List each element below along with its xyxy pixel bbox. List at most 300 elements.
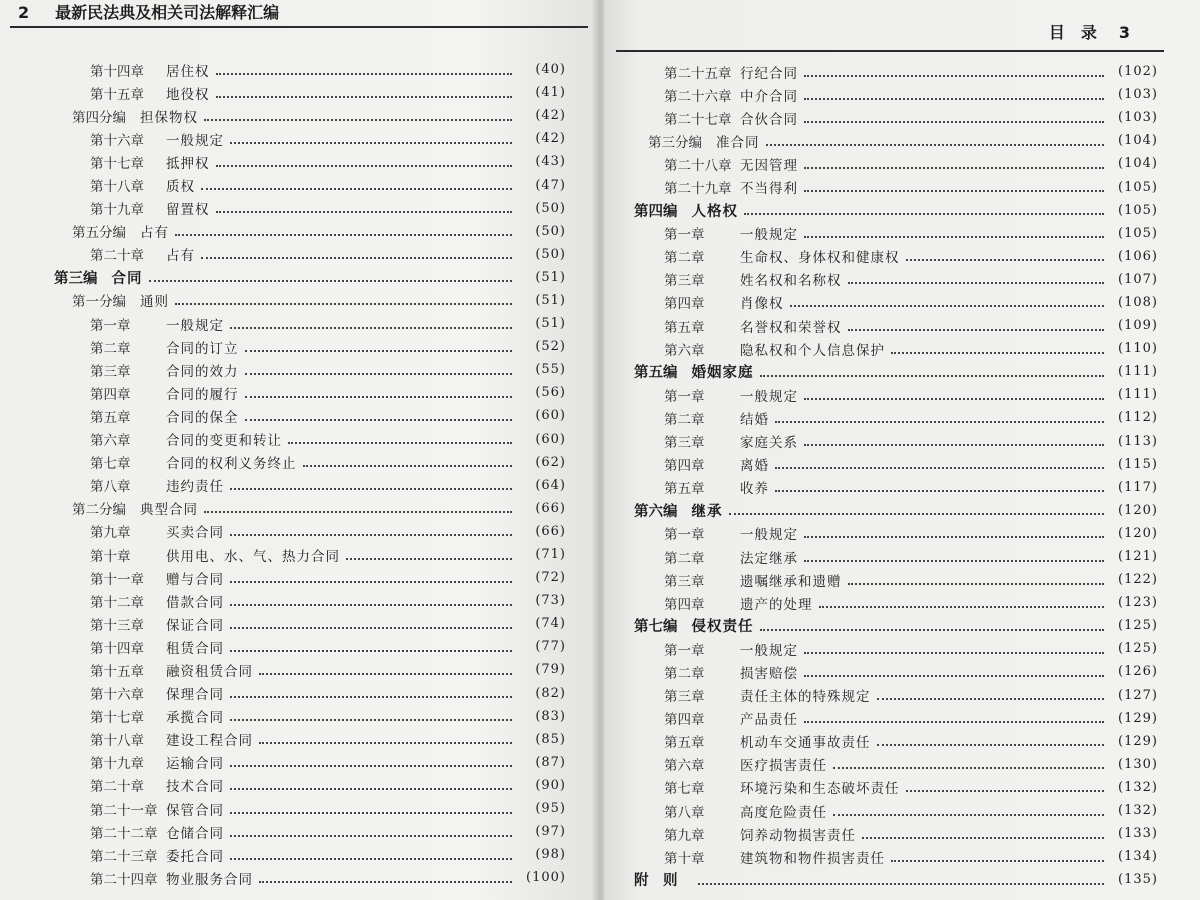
toc-entry-zhang — [0, 335, 590, 358]
toc-entry-zhang — [604, 268, 1164, 291]
toc-entry-title: 委托合同 — [166, 848, 224, 865]
toc-entry-page: (104) — [1118, 133, 1158, 149]
toc-entry-title: 担保物权 — [140, 109, 198, 126]
dot-leader — [230, 627, 512, 629]
toc-entry-zhang — [0, 566, 590, 589]
toc-entry-title: 高度危险责任 — [740, 804, 827, 821]
dot-leader — [804, 560, 1104, 562]
dot-leader — [259, 881, 512, 883]
toc-entry-label: 第十六章 — [90, 132, 144, 149]
toc-entry-fen — [0, 289, 590, 312]
toc-entry-zhang — [604, 637, 1164, 660]
dot-leader — [790, 305, 1105, 307]
toc-entry-title: 家庭关系 — [740, 435, 798, 452]
toc-entry-title: 结婚 — [740, 411, 769, 428]
toc-entry-zhang — [604, 845, 1164, 868]
toc-entry-title: 医疗损害责任 — [740, 758, 827, 775]
toc-entry-title: 侵权责任 — [691, 618, 754, 636]
toc-entry-zhang — [0, 612, 590, 635]
toc-entry-label: 第三章 — [664, 689, 705, 706]
toc-entry-label: 第十九章 — [90, 756, 144, 773]
dot-leader — [230, 488, 512, 490]
dot-leader — [175, 234, 512, 236]
dot-leader — [804, 98, 1104, 100]
toc-entry-page: (72) — [535, 570, 566, 586]
toc-entry-label: 第一章 — [664, 527, 705, 544]
toc-entry-bian — [0, 266, 590, 289]
toc-entry-title: 一般规定 — [166, 132, 224, 149]
toc-entry-title: 饲养动物损害责任 — [740, 827, 856, 844]
toc-entry-page: (130) — [1118, 756, 1158, 772]
toc-entry-zhang — [0, 312, 590, 335]
toc-entry-title: 一般规定 — [740, 388, 798, 405]
dot-leader — [245, 419, 513, 421]
toc-entry-label: 第十九章 — [90, 202, 144, 219]
toc-entry-page: (100) — [526, 870, 566, 886]
dot-leader — [848, 329, 1105, 331]
toc-entry-page: (50) — [535, 246, 566, 262]
dot-leader — [175, 303, 512, 305]
toc-entry-label: 第三章 — [664, 273, 705, 290]
toc-entry-label: 第七章 — [664, 781, 705, 798]
toc-entry-zhang — [604, 591, 1164, 614]
toc-entry-zhang — [604, 753, 1164, 776]
dot-leader — [729, 513, 1105, 515]
toc-entry-title: 技术合同 — [166, 779, 224, 796]
dot-leader — [804, 721, 1104, 723]
toc-entry-page: (98) — [535, 847, 566, 863]
toc-entry-page: (43) — [535, 154, 566, 170]
toc-entry-zhang — [604, 522, 1164, 545]
dot-leader — [230, 650, 512, 652]
toc-entry-zhang — [604, 799, 1164, 822]
toc-entry-page: (95) — [535, 801, 566, 817]
toc-entry-page: (110) — [1118, 341, 1158, 357]
toc-entry-label: 第九章 — [90, 525, 131, 542]
toc-entry-zhang — [604, 383, 1164, 406]
toc-entry-zhang — [0, 451, 590, 474]
toc-entry-fen — [0, 104, 590, 127]
toc-entry-page: (135) — [1118, 872, 1158, 888]
toc-entry-page: (127) — [1118, 687, 1158, 703]
dot-leader — [288, 442, 512, 444]
toc-entry-label: 第六章 — [664, 342, 705, 359]
toc-entry-page: (113) — [1118, 433, 1158, 449]
toc-entry-label: 第四分编 — [72, 109, 126, 126]
toc-entry-zhang — [604, 106, 1164, 129]
toc-entry-fen — [0, 220, 590, 243]
toc-entry-title: 合同的履行 — [166, 386, 239, 403]
toc-entry-page: (77) — [535, 639, 566, 655]
toc-entry-zhang — [604, 776, 1164, 799]
dot-leader — [216, 73, 513, 75]
dot-leader — [891, 860, 1104, 862]
toc-entry-bian — [604, 499, 1164, 522]
toc-entry-page: (55) — [535, 362, 566, 378]
toc-entry-page: (103) — [1118, 110, 1158, 126]
dot-leader — [848, 583, 1105, 585]
dot-leader — [760, 629, 1105, 631]
toc-entry-bian — [604, 360, 1164, 383]
toc-entry-fen — [604, 129, 1164, 152]
toc-entry-zhang — [0, 81, 590, 104]
toc-entry-label: 第二章 — [664, 250, 705, 267]
toc-entry-page: (66) — [535, 523, 566, 539]
toc-entry-title: 占有 — [140, 225, 169, 242]
toc-entry-page: (87) — [535, 754, 566, 770]
dot-leader — [804, 652, 1104, 654]
toc-entry-zhang — [0, 589, 590, 612]
toc-entry-zhang — [0, 543, 590, 566]
toc-entry-zhang — [0, 127, 590, 150]
toc-entry-bian — [604, 199, 1164, 222]
toc-entry-label: 第三章 — [664, 435, 705, 452]
dot-leader — [245, 396, 513, 398]
toc-entry-label: 第二十一章 — [90, 802, 158, 819]
toc-entry-title: 离婚 — [740, 458, 769, 475]
toc-entry-label: 第十四章 — [90, 63, 144, 80]
toc-entry-label: 第五章 — [664, 481, 705, 498]
dot-leader — [804, 536, 1104, 538]
toc-entry-zhang — [0, 381, 590, 404]
dot-leader — [698, 883, 1105, 885]
toc-entry-zhang — [0, 705, 590, 728]
toc-entry-title: 机动车交通事故责任 — [740, 735, 871, 752]
toc-entry-page: (132) — [1118, 779, 1158, 795]
toc-entry-label: 第二章 — [664, 665, 705, 682]
toc-entry-zhang — [0, 820, 590, 843]
toc-entry-zhang — [0, 728, 590, 751]
toc-entry-page: (74) — [535, 616, 566, 632]
dot-leader — [833, 767, 1104, 769]
dot-leader — [833, 814, 1104, 816]
toc-entry-zhang — [604, 730, 1164, 753]
toc-entry-page: (51) — [535, 269, 566, 285]
toc-entry-label: 第四章 — [664, 712, 705, 729]
dot-leader — [906, 790, 1105, 792]
toc-entry-label: 第五章 — [664, 319, 705, 336]
dot-leader — [230, 534, 512, 536]
toc-entry-label: 第六章 — [90, 433, 131, 450]
dot-leader — [216, 211, 513, 213]
toc-entry-title: 法定继承 — [740, 550, 798, 567]
dot-leader — [245, 373, 513, 375]
toc-entry-title: 质权 — [166, 179, 195, 196]
toc-entry-label: 第一章 — [664, 227, 705, 244]
toc-entry-label: 第十八章 — [90, 179, 144, 196]
toc-entry-zhang — [0, 751, 590, 774]
toc-entry-label: 第四章 — [664, 296, 705, 313]
toc-entry-zhang — [0, 243, 590, 266]
toc-entry-page: (111) — [1118, 364, 1158, 380]
dot-leader — [804, 75, 1104, 77]
dot-leader — [230, 765, 512, 767]
toc-entry-zhang — [0, 404, 590, 427]
toc-entry-page: (52) — [535, 339, 566, 355]
toc-entry-page: (97) — [535, 824, 566, 840]
toc-entry-title: 损害赔偿 — [740, 665, 798, 682]
dot-leader — [230, 142, 512, 144]
toc-entry-label: 第七章 — [90, 456, 131, 473]
toc-entry-page: (105) — [1118, 202, 1158, 218]
dot-leader — [744, 213, 1104, 215]
toc-entry-label: 第四章 — [90, 386, 131, 403]
toc-entry-page: (103) — [1118, 87, 1158, 103]
left-page-number: 2 — [18, 3, 30, 22]
dot-leader — [775, 467, 1104, 469]
toc-entry-title: 物业服务合同 — [166, 871, 253, 888]
toc-entry-title: 一般规定 — [166, 317, 224, 334]
toc-entry-title: 合同的权利义务终止 — [166, 456, 297, 473]
dot-leader — [804, 167, 1104, 169]
toc-entry-page: (105) — [1118, 179, 1158, 195]
toc-entry-zhang — [604, 476, 1164, 499]
dot-leader — [303, 465, 513, 467]
toc-entry-title: 留置权 — [166, 202, 210, 219]
toc-entry-label: 第六章 — [664, 758, 705, 775]
dot-leader — [775, 490, 1104, 492]
toc-entry-label: 第二章 — [90, 340, 131, 357]
toc-entry-title: 运输合同 — [166, 756, 224, 773]
toc-entry-zhang — [604, 291, 1164, 314]
toc-entry-label: 第二十八章 — [664, 157, 732, 174]
dot-leader — [259, 673, 512, 675]
toc-entry-zhang — [604, 83, 1164, 106]
toc-entry-label: 第五分编 — [72, 225, 126, 242]
toc-entry-label: 第十五章 — [90, 86, 144, 103]
dot-leader — [819, 606, 1105, 608]
dot-leader — [230, 812, 512, 814]
toc-entry-label: 第二十章 — [90, 248, 144, 265]
dot-leader — [760, 375, 1105, 377]
toc-entry-label: 第六编 — [634, 502, 678, 520]
toc-entry-zhang — [604, 152, 1164, 175]
dot-leader — [804, 675, 1104, 677]
toc-entry-zhang — [0, 173, 590, 196]
dot-leader — [877, 698, 1105, 700]
toc-entry-title: 合同的订立 — [166, 340, 239, 357]
toc-entry-title: 合同的效力 — [166, 363, 239, 380]
dot-leader — [230, 858, 512, 860]
toc-entry-page: (129) — [1118, 710, 1158, 726]
toc-entry-zhang — [604, 245, 1164, 268]
dot-leader — [201, 188, 512, 190]
toc-entry-label: 第四章 — [664, 596, 705, 613]
toc-entry-page: (47) — [535, 177, 566, 193]
toc-entry-title: 地役权 — [166, 86, 210, 103]
toc-entry-page: (82) — [535, 685, 566, 701]
toc-entry-page: (132) — [1118, 803, 1158, 819]
toc-entry-title: 中介合同 — [740, 88, 798, 105]
right-running-head — [1049, 20, 1130, 44]
toc-entry-title: 建筑物和物件损害责任 — [740, 850, 885, 867]
toc-entry-title: 违约责任 — [166, 479, 224, 496]
toc-entry-zhang — [0, 866, 590, 889]
toc-entry-title: 行纪合同 — [740, 65, 798, 82]
dot-leader — [877, 744, 1105, 746]
toc-entry-zhang — [0, 358, 590, 381]
toc-entry-title: 一般规定 — [740, 227, 798, 244]
toc-entry-label: 第十五章 — [90, 663, 144, 680]
dot-leader — [245, 350, 513, 352]
toc-entry-label: 第八章 — [664, 804, 705, 821]
toc-entry-title: 责任主体的特殊规定 — [740, 689, 871, 706]
dot-leader — [201, 257, 512, 259]
toc-entry-page: (125) — [1118, 641, 1158, 657]
toc-entry-page: (129) — [1118, 733, 1158, 749]
dot-leader — [804, 398, 1104, 400]
toc-entry-zhang — [604, 430, 1164, 453]
dot-leader — [216, 96, 513, 98]
dot-leader — [891, 352, 1104, 354]
toc-entry-zhang — [604, 60, 1164, 83]
toc-entry-label: 第二十三章 — [90, 848, 158, 865]
toc-entry-title: 婚姻家庭 — [691, 364, 754, 382]
toc-entry-label: 第二章 — [664, 550, 705, 567]
toc-entry-title: 仓储合同 — [166, 825, 224, 842]
toc-entry-page: (60) — [535, 408, 566, 424]
toc-entry-zhang — [0, 843, 590, 866]
toc-entry-label: 第七编 — [634, 618, 678, 636]
toc-entry-label: 第二章 — [664, 411, 705, 428]
toc-entry-zhang — [0, 774, 590, 797]
toc-entry-title: 肖像权 — [740, 296, 784, 313]
toc-entry-label: 第四章 — [664, 458, 705, 475]
toc-entry-fen — [0, 497, 590, 520]
toc-entry-zhang — [0, 520, 590, 543]
toc-entry-zhang — [604, 707, 1164, 730]
toc-entry-page: (125) — [1118, 618, 1158, 634]
toc-entry-title: 建设工程合同 — [166, 733, 253, 750]
toc-entry-title: 保证合同 — [166, 617, 224, 634]
toc-entry-label: 第三章 — [90, 363, 131, 380]
toc-entry-label: 第八章 — [90, 479, 131, 496]
dot-leader — [766, 144, 1105, 146]
toc-entry-title: 借款合同 — [166, 594, 224, 611]
right-page — [604, 0, 1200, 900]
toc-entry-title: 买卖合同 — [166, 525, 224, 542]
dot-leader — [346, 558, 512, 560]
toc-entry-page: (51) — [535, 292, 566, 308]
toc-entry-label: 第二十四章 — [90, 871, 158, 888]
toc-entry-title: 遗嘱继承和遗赠 — [740, 573, 842, 590]
toc-entry-label: 第十七章 — [90, 710, 144, 727]
dot-leader — [775, 421, 1104, 423]
toc-entry-zhang — [604, 175, 1164, 198]
dot-leader — [906, 259, 1105, 261]
toc-entry-zhang — [604, 545, 1164, 568]
toc-entry-page: (108) — [1118, 294, 1158, 310]
toc-entry-label: 第十六章 — [90, 687, 144, 704]
toc-entry-page: (50) — [535, 200, 566, 216]
toc-entry-page: (73) — [535, 593, 566, 609]
toc-entry-label: 第二十九章 — [664, 181, 732, 198]
toc-entry-title: 人格权 — [691, 202, 738, 220]
toc-entry-page: (40) — [535, 62, 566, 78]
dot-leader — [149, 280, 513, 282]
toc-entry-page: (122) — [1118, 572, 1158, 588]
toc-entry-label: 第一分编 — [72, 294, 126, 311]
toc-entry-page: (123) — [1118, 595, 1158, 611]
toc-entry-page: (120) — [1118, 502, 1158, 518]
toc-entry-page: (120) — [1118, 525, 1158, 541]
toc-entry-title: 居住权 — [166, 63, 210, 80]
toc-entry-title: 不当得利 — [740, 181, 798, 198]
toc-entry-label: 第二十六章 — [664, 88, 732, 105]
toc-entry-label: 第十二章 — [90, 594, 144, 611]
toc-entry-label: 第二十章 — [90, 779, 144, 796]
toc-entry-label: 第五章 — [664, 735, 705, 752]
toc-entry-title: 合同的保全 — [166, 409, 239, 426]
dot-leader — [230, 719, 512, 721]
dot-leader — [804, 444, 1104, 446]
toc-entry-page: (133) — [1118, 826, 1158, 842]
toc-entry-label: 第一章 — [664, 388, 705, 405]
toc-entry-page: (56) — [535, 385, 566, 401]
toc-entry-zhang — [604, 337, 1164, 360]
toc-entry-page: (42) — [535, 131, 566, 147]
toc-entry-label: 第三章 — [664, 573, 705, 590]
dot-leader — [259, 742, 512, 744]
toc-entry-label: 第十章 — [664, 850, 705, 867]
toc-entry-page: (41) — [535, 85, 566, 101]
toc-entry-zhang — [0, 474, 590, 497]
toc-entry-title: 隐私权和个人信息保护 — [740, 342, 885, 359]
toc-entry-zhang — [0, 658, 590, 681]
toc-entry-label: 第四编 — [634, 202, 678, 220]
dot-leader — [230, 327, 512, 329]
toc-entry-label: 第九章 — [664, 827, 705, 844]
toc-entry-page: (51) — [535, 316, 566, 332]
toc-entry-label: 第一章 — [90, 317, 131, 334]
dot-leader — [804, 190, 1104, 192]
toc-entry-page: (90) — [535, 777, 566, 793]
toc-entry-zhang — [604, 568, 1164, 591]
toc-entry-page: (85) — [535, 731, 566, 747]
toc-entry-zhang — [604, 822, 1164, 845]
toc-entry-page: (106) — [1118, 248, 1158, 264]
right-header-rule — [616, 50, 1164, 52]
toc-entry-title: 名誉权和荣誉权 — [740, 319, 842, 336]
toc-entry-zhang — [604, 314, 1164, 337]
toc-entry-zhang — [604, 684, 1164, 707]
dot-leader — [230, 581, 512, 583]
dot-leader — [204, 119, 512, 121]
toc-entry-title: 姓名权和名称权 — [740, 273, 842, 290]
toc-entry-title: 合同的变更和转让 — [166, 433, 282, 450]
toc-entry-label: 第一章 — [664, 642, 705, 659]
toc-entry-title: 供用电、水、气、热力合同 — [166, 548, 340, 565]
toc-entry-bian — [604, 868, 1164, 891]
toc-entry-title: 抵押权 — [166, 155, 210, 172]
dot-leader — [848, 282, 1105, 284]
toc-entry-page: (105) — [1118, 225, 1158, 241]
toc-entry-label: 第十章 — [90, 548, 131, 565]
dot-leader — [804, 236, 1104, 238]
toc-entry-label: 第二十五章 — [664, 65, 732, 82]
toc-entry-page: (121) — [1118, 549, 1158, 565]
toc-entry-page: (126) — [1118, 664, 1158, 680]
toc-entry-title: 环境污染和生态破坏责任 — [740, 781, 900, 798]
dot-leader — [230, 835, 512, 837]
left-running-head — [18, 0, 279, 24]
toc-entry-page: (79) — [535, 662, 566, 678]
toc-entry-page: (60) — [535, 431, 566, 447]
toc-entry-title: 合同 — [111, 269, 143, 287]
toc-entry-title: 合伙合同 — [740, 111, 798, 128]
dot-leader — [230, 788, 512, 790]
toc-entry-title: 租赁合同 — [166, 640, 224, 657]
